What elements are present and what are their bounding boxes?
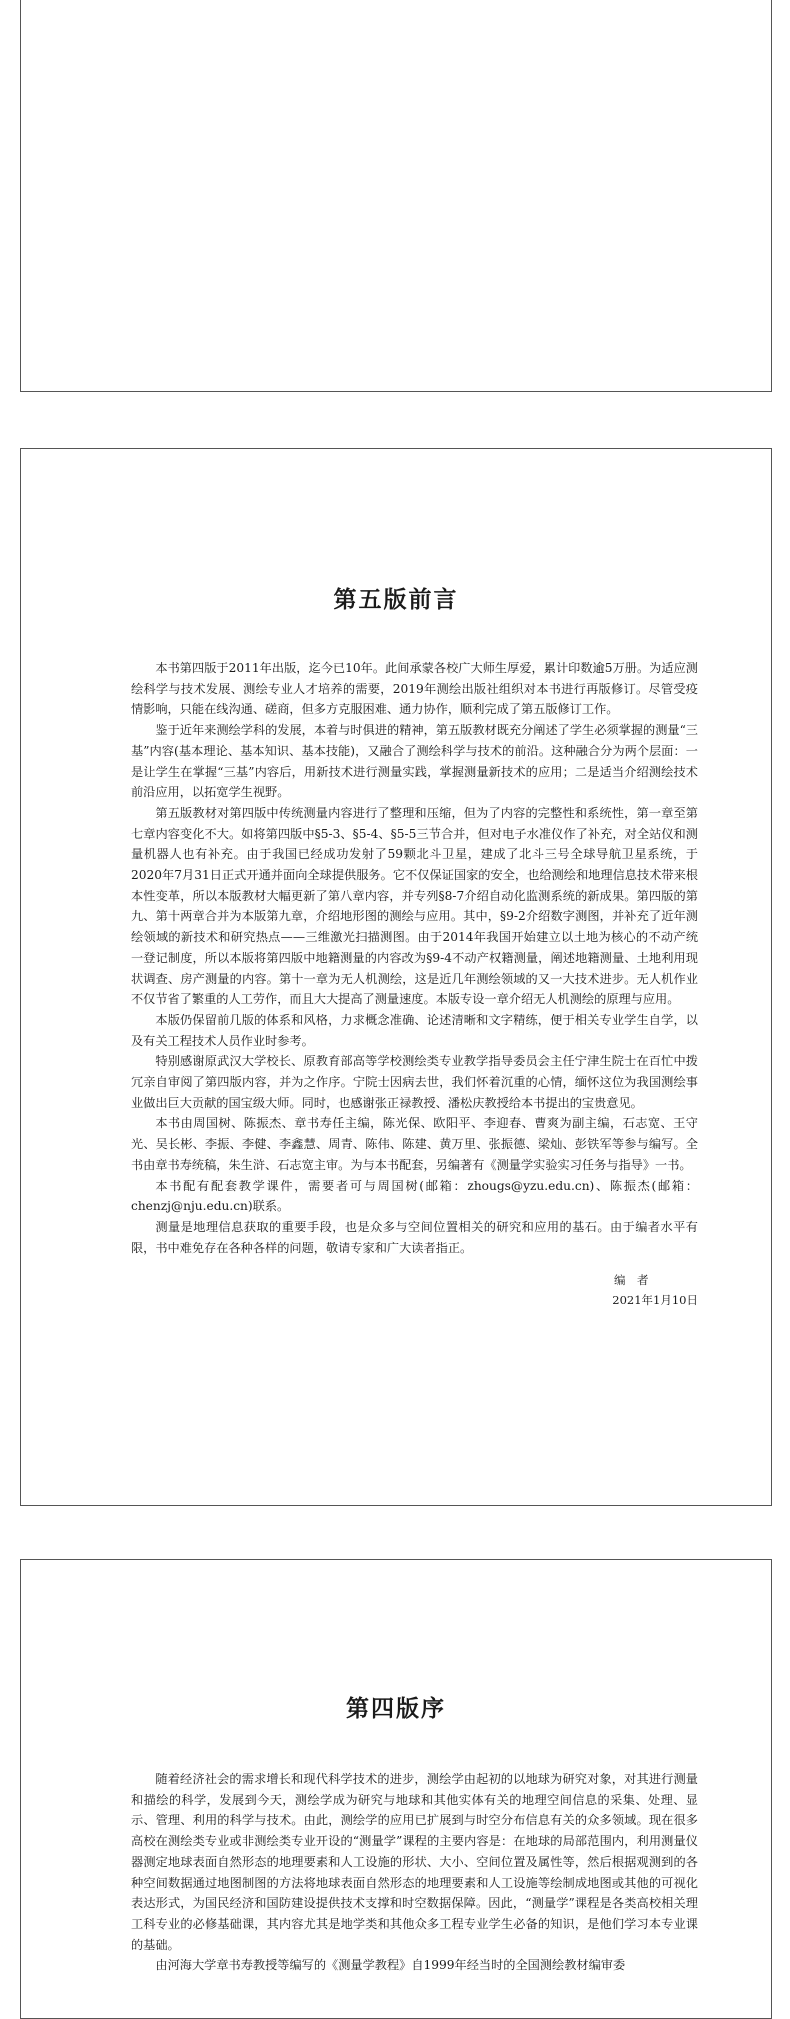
page-title: 第五版前言 bbox=[333, 586, 459, 613]
paragraph: 本版仍保留前几版的体系和风格，力求概念准确、论述清晰和文字精练，便于相关专业学生自学，以及有关工程技术人员作业时参考。 bbox=[131, 1012, 698, 1048]
signature-block bbox=[21, 1270, 698, 1310]
paragraph: 特别感谢原武汉大学校长、原教育部高等学校测绘类专业教学指导委员会主任宁津生院士在百忙中拨冗亲自审阅了第四版内容，并为之作序。宁院士因病去世，我们怀着沉重的心情，缅怀这位为我国测绘事业做出巨大贡献的国宝级大师。同时，也感谢张正禄教授、潘松庆教授给本书提出的宝贵意见。 bbox=[131, 1054, 698, 1110]
paragraph: 测量是地理信息获取的重要手段，也是众多与空间位置相关的研究和应用的基石。由于编者水平有限，书中难免存在各种各样的问题，敬请专家和广大读者指正。 bbox=[131, 1219, 698, 1255]
paragraph: 本书由周国树、陈振杰、章书寿任主编，陈光保、欧阳平、李迎春、曹爽为副主编，石志宽、王守光、吴长彬、李振、李健、李鑫慧、周青、陈伟、陈建、黄万里、张振德、梁灿、彭铁军等参与编写。全书由章书寿统稿，朱生浒、石志宽主审。为与本书配套，另编著有《测量学实验实习任务与指导》一书。 bbox=[131, 1116, 698, 1172]
paragraph: 本书配有配套教学课件，需要者可与周国树(邮箱：zhougs@yzu.edu.cn)、陈振杰(邮箱：chenzj@nju.edu.cn)联系。 bbox=[131, 1178, 698, 1214]
signature: 编者 bbox=[614, 1273, 660, 1288]
paragraph: 第五版教材对第四版中传统测量内容进行了整理和压缩，但为了内容的完整性和系统性，第一章至第七章内容变化不大。如将第四版中§5-3、§5-4、§5-5三节合并，但对电子水准仪作了补充，对全站仪和测量机器人也有补充。由于我国已经成功发射了59颗北斗卫星，建成了北斗三号全球导航卫星系统，于2020年7月31日正式开通并面向全球提供服务。它不仅保证国家的安全，也给测绘和地理信息技术带来根本性变革，所以本版教材大幅更新了第八章内容，并专列§8-7介绍自动化监测系统的新成果。第四版的第九、第十两章合并为本版第九章，介绍地形图的测绘与应用。其中，§9-2介绍数字测图，并补充了近年测绘领域的新技术和研究热点——三维激光扫描测图。由于2014年我国开始建立以土地为核心的不动产统一登记制度，所以本版将第四版中地籍测量的内容改为§9-4不动产权籍测量，阐述地籍测量、土地利用现状调查、房产测量的内容。第十一章为无人机测绘，这是近几年测绘领域的又一大技术进步。无人机作业不仅节省了繁重的人工劳作，而且大大提高了测量速度。本版专设一章介绍无人机测绘的原理与应用。 bbox=[131, 805, 698, 1007]
paragraph: 鉴于近年来测绘学科的发展，本着与时俱进的精神，第五版教材既充分阐述了学生必须掌握的测量“三基”内容(基本理论、基本知识、基本技能)，又融合了测绘科学与技术的前沿。这种融合分为两个层面：一是让学生在掌握“三基”内容后，用新技术进行测量实践，掌握测量新技术的应用；二是适当介绍测绘技术前沿应用，以拓宽学生视野。 bbox=[131, 723, 698, 800]
paragraph: 随着经济社会的需求增长和现代科学技术的进步，测绘学由起初的以地球为研究对象，对其进行测量和描绘的科学，发展到今天，测绘学成为研究与地球和其他实体有关的地理空间信息的采集、处理、显示、管理、利用的科学与技术。由此，测绘学的应用已扩展到与时空分布信息有关的众多领域。现在很多高校在测绘类专业或非测绘类专业开设的“测量学”课程的主要内容是：在地球的局部范围内，利用测量仪器测定地球表面自然形态的地理要素和人工设施的形状、大小、空间位置及属性等，然后根据观测到的各种空间数据通过地图制图的方法将地球表面自然形态的地理要素和人工设施等绘制成地图或其他的可视化表达形式，为国民经济和国防建设提供技术支撑和时空数据保障。因此，“测量学”课程是各类高校相关理工科专业的必修基础课，其内容尤其是地学类和其他众多工程专业学生必备的知识，是他们学习本专业课的基础。 bbox=[131, 1772, 698, 1952]
preface-body bbox=[131, 658, 698, 1258]
date: 2021年1月10日 bbox=[612, 1293, 698, 1308]
blank-page bbox=[20, 0, 772, 392]
paragraph: 本书第四版于2011年出版，迄今已10年。此间承蒙各校广大师生厚爱，累计印数逾5万册。为适应测绘科学与技术发展、测绘专业人才培养的需要，2019年测绘出版社组织对本书进行再版修订。尽管受疫情影响，只能在线沟通、磋商，但多方克服困难、通力协作，顺利完成了第五版修订工作。 bbox=[131, 661, 698, 717]
preface-4th-page bbox=[20, 1559, 772, 2019]
paragraph: 由河海大学章书寿教授等编写的《测量学教程》自1999年经当时的全国测绘教材编审委 bbox=[155, 1958, 626, 1973]
preface-5th-page bbox=[20, 448, 772, 1506]
page-title: 第四版序 bbox=[346, 1695, 446, 1722]
preface-body bbox=[131, 1769, 698, 1976]
